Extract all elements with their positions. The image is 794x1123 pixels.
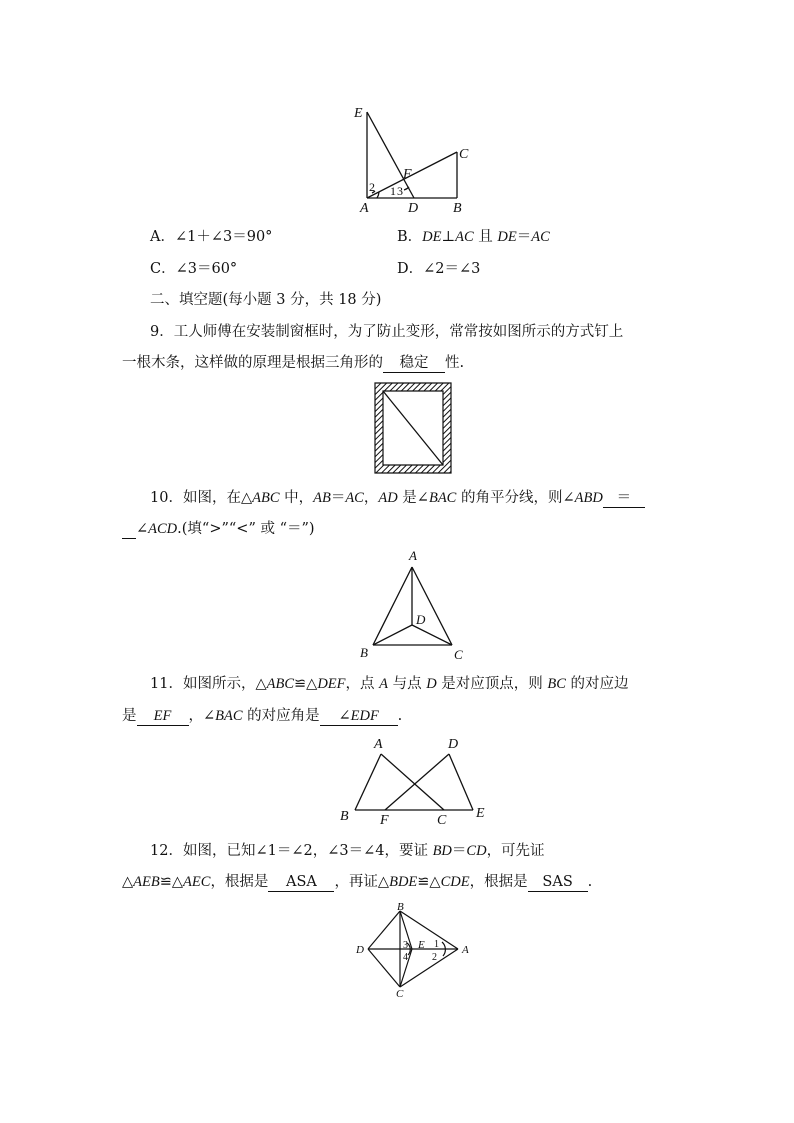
label-E: E — [418, 939, 425, 951]
q11-answer1: EF — [137, 708, 189, 726]
label-E: E — [476, 806, 485, 821]
figure-q10-triangle — [355, 547, 475, 664]
q11-answer2: ∠EDF — [320, 708, 398, 726]
option-a: A．∠1＋∠3＝90° — [150, 229, 273, 245]
q12-line1: 12．如图，已知∠1＝∠2，∠3＝∠4，要证 BD＝CD，可先证 — [150, 843, 545, 859]
label-F: F — [380, 813, 389, 828]
label-C: C — [396, 988, 404, 1000]
label-E: E — [354, 106, 363, 121]
figure-q9-window-frame — [372, 380, 456, 476]
q11-line1: 11．如图所示，△ABC≌△DEF，点 A 与点 D 是对应顶点，则 BC 的对应边 — [150, 676, 629, 692]
q11-line2: 是 EF ，∠BAC 的对应角是 ∠EDF . — [122, 708, 403, 724]
q12-answer2: SAS — [528, 874, 588, 892]
label-1: 1 — [434, 939, 439, 950]
label-C: C — [454, 647, 463, 662]
q10-answer: ＝ — [603, 490, 645, 508]
label-B: B — [340, 809, 349, 824]
q9-line2: 一根木条，这样做的原理是根据三角形的 稳定 性. — [122, 355, 465, 371]
q10-line1: 10．如图，在△ABC 中，AB＝AC，AD 是∠BAC 的角平分线，则∠ABD ＝ — [150, 488, 645, 508]
label-C: C — [459, 147, 469, 162]
q9-answer: 稳定 — [383, 355, 445, 373]
label-D: D — [408, 201, 419, 216]
label-B: B — [360, 645, 368, 660]
label-4: 4 — [403, 952, 408, 963]
label-D: D — [416, 612, 426, 627]
option-c: C．∠3＝60° — [150, 261, 238, 277]
label-B: B — [397, 901, 404, 913]
label-D: D — [356, 944, 364, 956]
label-F: F — [403, 167, 412, 182]
label-A: A — [360, 201, 369, 216]
q10-line2: ∠ACD.(填“>”“<” 或 “＝”) — [122, 519, 315, 539]
label-A: A — [462, 944, 469, 956]
label-A: A — [409, 548, 417, 563]
figure-q8-triangles — [350, 100, 480, 218]
label-2: 2 — [432, 952, 437, 963]
label-3: 3 — [403, 940, 408, 951]
q9-line1: 9．工人师傅在安装制窗框时，为了防止变形，常常按如图所示的方式钉上 — [150, 324, 624, 340]
label-D: D — [448, 737, 459, 752]
q12-line2: △AEB≌△AEC，根据是 ASA ，再证△BDE≌△CDE，根据是 SAS . — [122, 874, 593, 890]
option-b: B．DE⊥AC 且 DE＝AC — [397, 229, 550, 245]
label-A: A — [374, 737, 383, 752]
label-C: C — [437, 813, 447, 828]
label-3: 3 — [397, 184, 403, 198]
q10-answer-tail — [122, 521, 136, 539]
figure-q11-triangles — [335, 733, 493, 828]
label-B: B — [453, 201, 462, 216]
section-heading: 二、填空题(每小题 3 分，共 18 分) — [150, 292, 382, 308]
label-1: 1 — [390, 184, 396, 198]
label-2: 2 — [369, 180, 375, 194]
q12-answer1: ASA — [268, 874, 334, 892]
option-d: D．∠2＝∠3 — [397, 261, 481, 277]
figure-q12-kite — [350, 898, 475, 1000]
